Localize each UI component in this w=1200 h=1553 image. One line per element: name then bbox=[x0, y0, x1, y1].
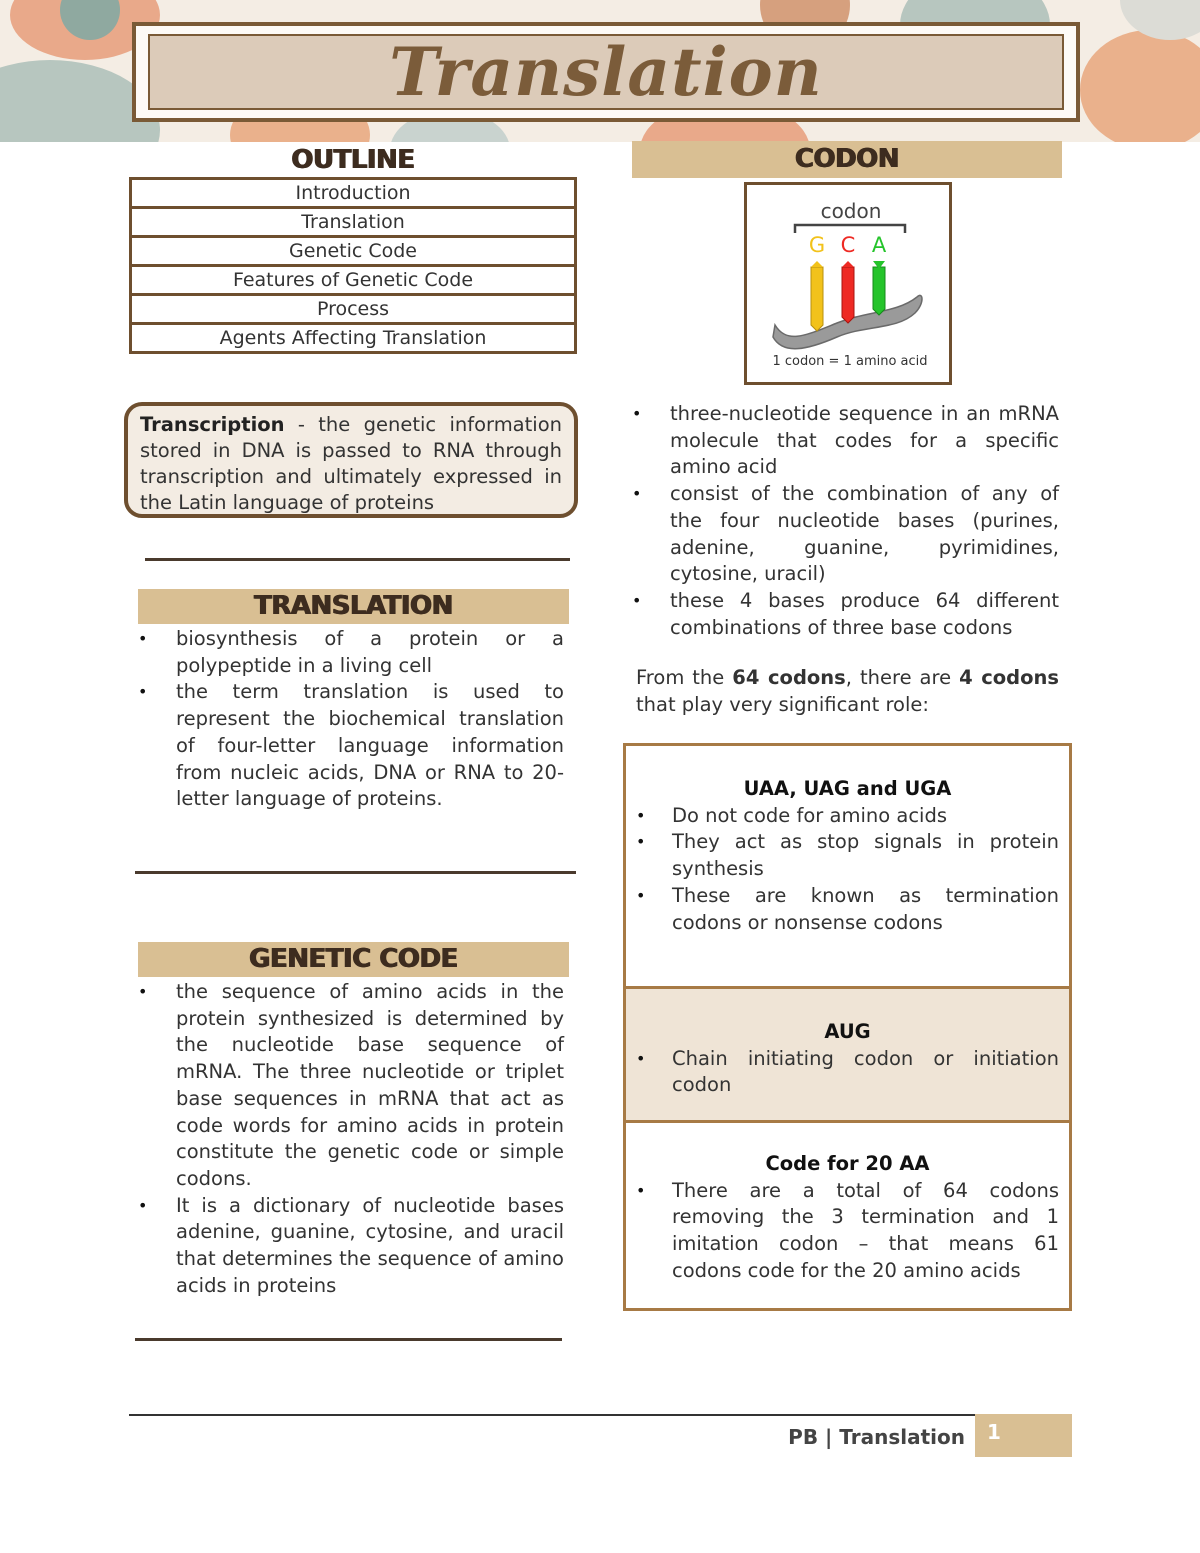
bullet-item: • biosynthesis of a protein or a polypeptide in a living cell bbox=[138, 626, 564, 679]
summary-text: , there are bbox=[845, 666, 960, 689]
nucleotide-a bbox=[873, 267, 885, 315]
outline-item: Introduction bbox=[129, 177, 577, 209]
divider bbox=[135, 871, 576, 874]
decorative-blob bbox=[1080, 30, 1200, 142]
codon-letter-a: A bbox=[871, 233, 887, 257]
outline-item: Process bbox=[129, 293, 577, 325]
summary-bold: 4 codons bbox=[959, 666, 1059, 689]
summary-text: that play very significant role: bbox=[636, 692, 929, 716]
bullet-item: • There are a total of 64 codons removing the 3 termination and 1 imitation codon – that means 61 codons code for the 20 amino acids bbox=[636, 1178, 1059, 1285]
codon-bullets bbox=[632, 401, 1059, 641]
outline-item: Features of Genetic Code bbox=[129, 264, 577, 296]
bullet-item: • consist of the combination of any of the four nucleotide bases (purines, adenine, guanine, pyrimidines, cytosine, uracil) bbox=[632, 481, 1059, 588]
outline-item: Genetic Code bbox=[129, 235, 577, 267]
bullet-item: • three-nucleotide sequence in an mRNA molecule that codes for a specific amino acid bbox=[632, 401, 1059, 481]
page-title: Translation bbox=[389, 33, 823, 111]
bullet-item: • It is a dictionary of nucleotide bases adenine, guanine, cytosine, and uracil that determines the sequence of amino acids in proteins bbox=[138, 1193, 564, 1300]
bullet-item: • the term translation is used to represent the biochemical translation of four-letter language information from nucleic acids, DNA or RNA to 20-letter language of proteins. bbox=[138, 679, 564, 813]
divider bbox=[135, 1338, 562, 1341]
codon-letter-g: G bbox=[808, 233, 826, 257]
footer-label: PB | Translation bbox=[788, 1425, 965, 1449]
title-panel bbox=[148, 34, 1064, 110]
codon-heading: CODON bbox=[632, 141, 1062, 178]
bullet-item: • These are known as termination codons or nonsense codons bbox=[636, 883, 1059, 936]
codon-label: codon bbox=[820, 199, 882, 223]
stop-codons-cell bbox=[626, 746, 1069, 986]
role-title: AUG bbox=[824, 1020, 871, 1043]
codon-caption: 1 codon = 1 amino acid bbox=[772, 354, 928, 369]
coding-codons-cell bbox=[626, 1123, 1069, 1308]
bullet-item: • Chain initiating codon or initiation codon bbox=[636, 1046, 1059, 1099]
summary-bold: 64 codons bbox=[732, 666, 846, 689]
codon-summary bbox=[636, 665, 1059, 718]
bullet-item: • the sequence of amino acids in the protein synthesized is determined by the nucleotide base sequence of mRNA. The three nucleotide or triplet base sequences in mRNA that act as code words for amino acids in protein constitute the genetic code or simple codons. bbox=[138, 979, 564, 1193]
genetic-code-heading: GENETIC CODE bbox=[138, 942, 569, 977]
role-bullets bbox=[636, 1046, 1059, 1099]
transcription-definition bbox=[124, 402, 578, 518]
role-title: UAA, UAG and UGA bbox=[743, 777, 952, 800]
nucleotide-c bbox=[842, 267, 854, 323]
title-frame bbox=[132, 22, 1080, 122]
outline-heading: OUTLINE bbox=[291, 145, 415, 175]
codon-diagram bbox=[747, 185, 949, 382]
translation-heading: TRANSLATION bbox=[138, 589, 569, 624]
translation-bullets bbox=[138, 626, 564, 813]
bullet-item: • these 4 bases produce 64 different combinations of three base codons bbox=[632, 588, 1059, 641]
page-number-box bbox=[975, 1414, 1072, 1457]
codon-figure bbox=[744, 182, 952, 385]
bullet-item: • Do not code for amino acids bbox=[636, 803, 1059, 830]
footer-divider bbox=[129, 1414, 975, 1416]
summary-text: From the bbox=[636, 666, 733, 689]
nucleotide-g bbox=[811, 267, 823, 331]
codon-roles-table bbox=[623, 743, 1072, 1311]
outline-item: Agents Affecting Translation bbox=[129, 322, 577, 354]
role-bullets bbox=[636, 803, 1059, 937]
start-codon-cell bbox=[626, 986, 1069, 1123]
nucleotide-c-tip bbox=[842, 261, 854, 267]
transcription-text: - the genetic information stored in DNA is passed to RNA through transcription and ultimately expressed in the Latin language of proteins bbox=[140, 413, 562, 514]
divider bbox=[145, 558, 570, 561]
outline-item: Translation bbox=[129, 206, 577, 238]
genetic-code-bullets bbox=[138, 979, 564, 1299]
codon-bracket bbox=[795, 225, 905, 233]
page-number: 1 bbox=[987, 1420, 1001, 1444]
role-bullets bbox=[636, 1178, 1059, 1285]
bullet-item: • They act as stop signals in protein synthesis bbox=[636, 829, 1059, 882]
outline-list bbox=[129, 177, 577, 354]
transcription-term: Transcription bbox=[140, 413, 285, 436]
codon-letter-c: C bbox=[840, 233, 856, 257]
nucleotide-g-tip bbox=[811, 261, 823, 267]
role-title: Code for 20 AA bbox=[765, 1152, 930, 1175]
